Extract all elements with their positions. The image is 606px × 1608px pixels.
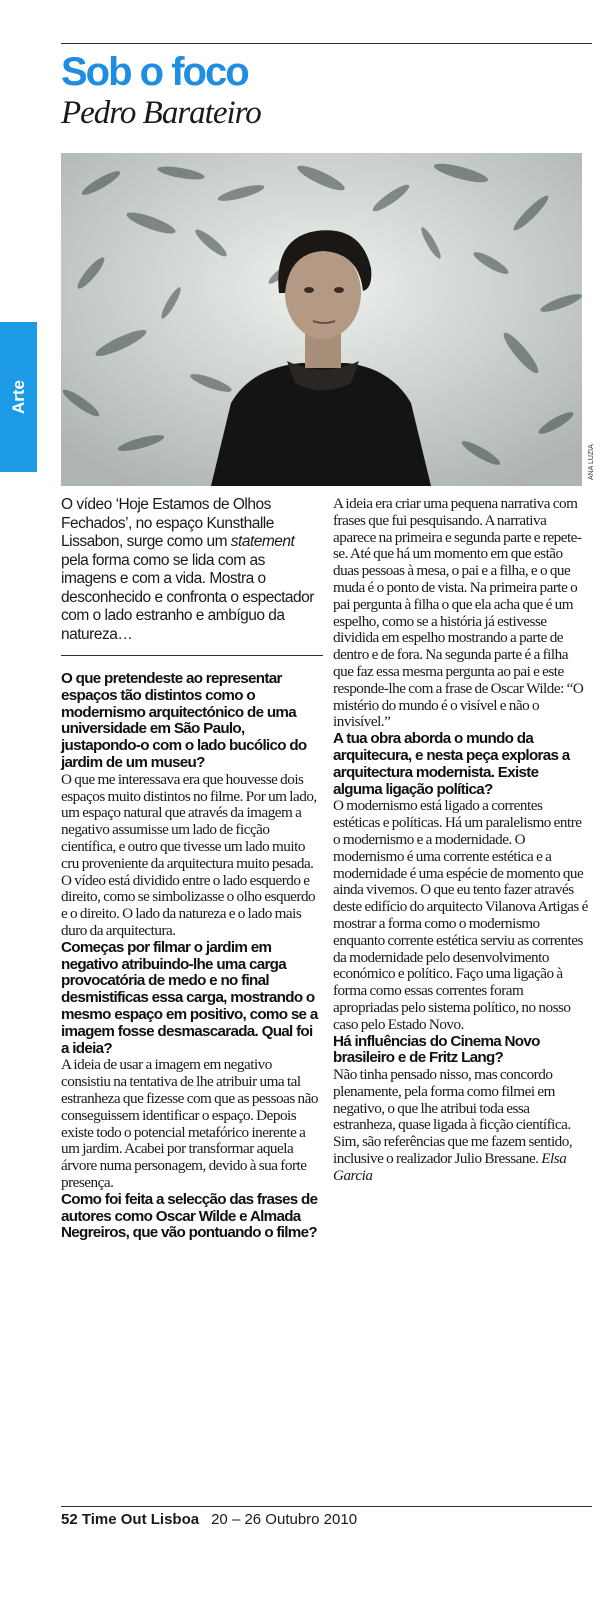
header-rule [61, 43, 592, 44]
portrait-illustration [61, 153, 582, 486]
section-tab [0, 322, 37, 472]
intro-divider [61, 655, 323, 656]
interview-answer: O modernismo está ligado a correntes estéticas e políticas. Há um paralelismo entre o modernismo e a modernidade. O modernismo é uma corrente estética e a modernidade é uma espécie de momento que ainda vivemos. O que eu tento fazer através deste edifício do arquitecto Vilanova Artigas é mostrar a forma como o modernismo enquanto corrente estética serviu as correntes da modernidade pelo desenvolvimento económico e político. Faço uma ligação à forma como essas correntes foram apropriadas pelo sistema político, no nosso caso pelo Estado Novo. [333, 797, 588, 1033]
section-title: Sob o foco [61, 50, 248, 94]
interview-question: Há influências do Cinema Novo brasileiro e de Fritz Lang? [333, 1032, 540, 1067]
article-intro: O vídeo ‘Hoje Estamos de Olhos Fechados’, no espaço Kunsthalle Lissabon, surge como um statement pela forma como se lida com as imagens e com a vida. Mostra o desconhecido e confronta o espectador com o lado estranho e ambíguo da natureza… [61, 496, 314, 643]
intro-emphasis: statement [230, 533, 295, 550]
left-column [61, 496, 323, 1242]
publication-name: 52 Time Out Lisboa [61, 1511, 200, 1528]
page-footer [61, 1510, 357, 1530]
interview-question: A tua obra aborda o mundo da arquitecura, e nesta peça exploras a arquitectura modernista. Existe alguma ligação política? [333, 730, 570, 798]
author-signature: Elsa Garcia [333, 1150, 567, 1184]
interview-question: O que pretendeste ao representar espaços tão distintos como o modernismo arquitectónico de uma universidade em São Paulo, justapondo-o com o lado bucólico do jardim de um museu? [61, 670, 307, 771]
interview-answer: O que me interessava era que houvesse dois espaços muito distintos no filme. Por um lado, um espaço natural que através da imagem a negativo assumisse um lado de ficção científica, e outro que tivesse um lado muito cru proveniente da arquitectura muito pesada. O vídeo está dividido entre o lado esquerdo e direito, como se simbolizasse o olho esquerdo e o direito. O lado da natureza e o lado mais duro da arquitectura. [61, 770, 317, 939]
article-byline: Pedro Barateiro [61, 95, 261, 131]
interview-answer: A ideia de usar a imagem em negativo consistiu na tentativa de lhe atribuir uma tal estranheza que fizesse com que as pessoas não conseguissem identificar o espaço. Depois existe todo o potencial metafórico inerente a um jardim. Acabei por transformar aquela árvore numa personagem, devido à sua forte presença. [61, 1056, 318, 1191]
interview-question: Como foi feita a selecção das frases de autores como Oscar Wilde e Almada Negreiros, que vão pontuando o filme? [61, 1190, 318, 1242]
footer-rule [61, 1506, 592, 1507]
portrait-photo [61, 153, 582, 486]
interview-question: Começas por filmar o jardim em negativo atribuindo-lhe uma carga provocatória de medo e no final desmistificas essa carga, mostrando o mesmo espaço em positivo, como se a imagem fosse desmascarada. Qual foi a ideia? [61, 938, 318, 1057]
section-tab-label: Arte [8, 379, 28, 415]
interview-answer: Não tinha pensado nisso, mas concordo plenamente, pela forma como filmei em negativo, o que lhe atribui toda essa estranheza, quase ligada à ficção científica. Sim, são referências que me fazem sentido, inclusive o realizador Julio Bressane. Elsa Garcia [333, 1066, 573, 1184]
right-column [333, 496, 589, 1185]
issue-date: 20 – 26 Outubro 2010 [211, 1511, 358, 1528]
photo-credit: ANA LUZIA [588, 444, 595, 480]
interview-answer: A ideia era criar uma pequena narrativa com frases que fui pesquisando. A narrativa aparece na primeira e segunda parte e repete-se. Até que há um momento em que estão duas pessoas à mesa, o pai e a filha, e o que muda é o ponto de vista. Na primeira parte o pai pergunta à filha o que ela acha que é um espelho, como se a história já estivesse dividida em espelho mostrando a parte de dentro e de fora. Na segunda parte é a filha que faz essa mesma pergunta ao pai e este responde-lhe com a frase de Oscar Wilde: “O mistério do mundo é o visível e não o invisível.” [333, 495, 584, 731]
